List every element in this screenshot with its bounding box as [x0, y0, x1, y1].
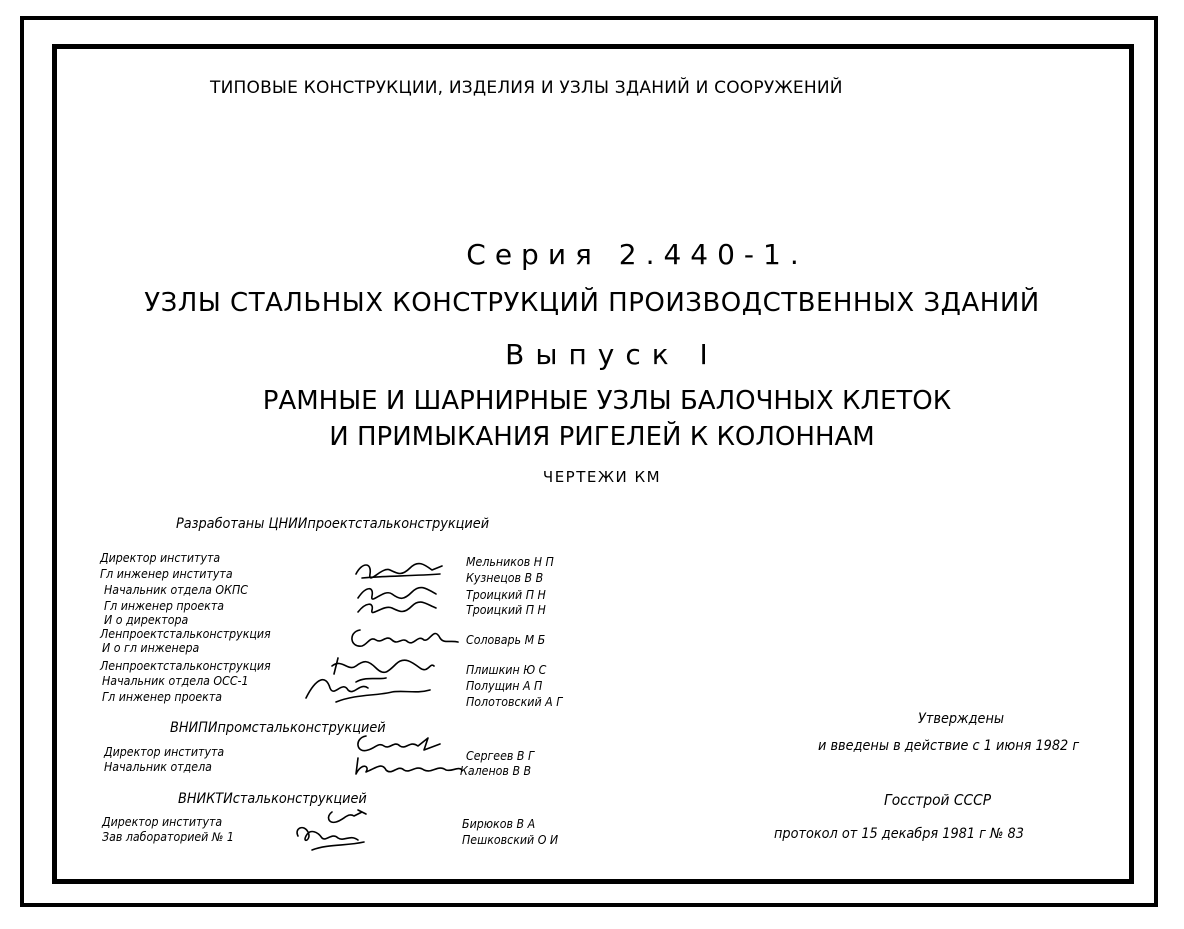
role-item: И о директора: [104, 613, 189, 627]
signature-4: [346, 620, 462, 656]
name-item: Полущин А П: [466, 679, 543, 693]
signature-3: [352, 598, 442, 620]
issue-number: Выпуск I: [505, 338, 719, 371]
name-item: Пешковский О И: [462, 833, 559, 847]
signature-8: [352, 752, 464, 780]
subtitle-line1: РАМНЫЕ И ШАРНИРНЫЕ УЗЛЫ БАЛОЧНЫХ КЛЕТОК: [262, 386, 952, 416]
approval-authority: Госстрой СССР: [884, 791, 992, 809]
role-item: Гл инженер проекта: [104, 599, 225, 613]
name-item: Троицкий П Н: [466, 588, 546, 602]
name-item: Плишкин Ю С: [466, 663, 547, 677]
name-item: Бирюков В А: [462, 817, 536, 831]
role-item: Гл инженер проекта: [102, 690, 223, 704]
role-item: Начальник отдела ОСС-1: [102, 674, 249, 688]
name-item: Сергеев В Г: [466, 749, 535, 763]
role-item: И о гл инженера: [102, 641, 200, 655]
role-item: Гл инженер института: [100, 567, 233, 581]
role-item: Директор института: [102, 815, 223, 829]
drawings-label: ЧЕРТЕЖИ КМ: [542, 468, 662, 486]
signature-1: [352, 556, 447, 584]
role-item: Директор института: [100, 551, 221, 565]
approved-date: и введены в действие с 1 июня 1982 г: [818, 738, 1080, 754]
name-item: Троицкий П Н: [466, 603, 546, 617]
approval-protocol: протокол от 15 декабря 1981 г № 83: [774, 826, 1024, 842]
role-item: Начальник отдела: [104, 760, 212, 774]
approved-label: Утверждены: [918, 711, 1005, 727]
role-item: Ленпроектстальконструкция: [100, 627, 271, 641]
org3-heading: ВНИКТИстальконструкцией: [178, 791, 367, 807]
name-item: Соловарь М Б: [466, 633, 546, 647]
name-item: Кузнецов В В: [466, 571, 544, 585]
signature-9: [292, 806, 374, 854]
top-title: ТИПОВЫЕ КОНСТРУКЦИИ, ИЗДЕЛИЯ И УЗЛЫ ЗДАНИЙ И СООРУЖЕНИЙ: [210, 78, 843, 98]
role-item: Зав лабораторией № 1: [102, 830, 234, 844]
role-item: Начальник отдела ОКПС: [104, 583, 248, 597]
role-item: Директор института: [104, 745, 225, 759]
developers-heading: Разработаны ЦНИИпроектстальконструкцией: [176, 516, 490, 532]
series-number: Серия 2.440-1.: [466, 238, 808, 271]
role-item: Ленпроектстальконструкция: [100, 659, 271, 673]
name-item: Мельников Н П: [466, 555, 554, 569]
name-item: Каленов В В: [460, 764, 532, 778]
main-title: УЗЛЫ СТАЛЬНЫХ КОНСТРУКЦИЙ ПРОИЗВОДСТВЕННЫХ ЗДАНИЙ: [144, 288, 1040, 318]
name-item: Полотовский А Г: [466, 695, 563, 709]
subtitle-line2: И ПРИМЫКАНИЯ РИГЕЛЕЙ К КОЛОННАМ: [329, 422, 875, 452]
signature-6: [296, 668, 436, 708]
org2-heading: ВНИПИпромстальконструкцией: [170, 720, 386, 736]
